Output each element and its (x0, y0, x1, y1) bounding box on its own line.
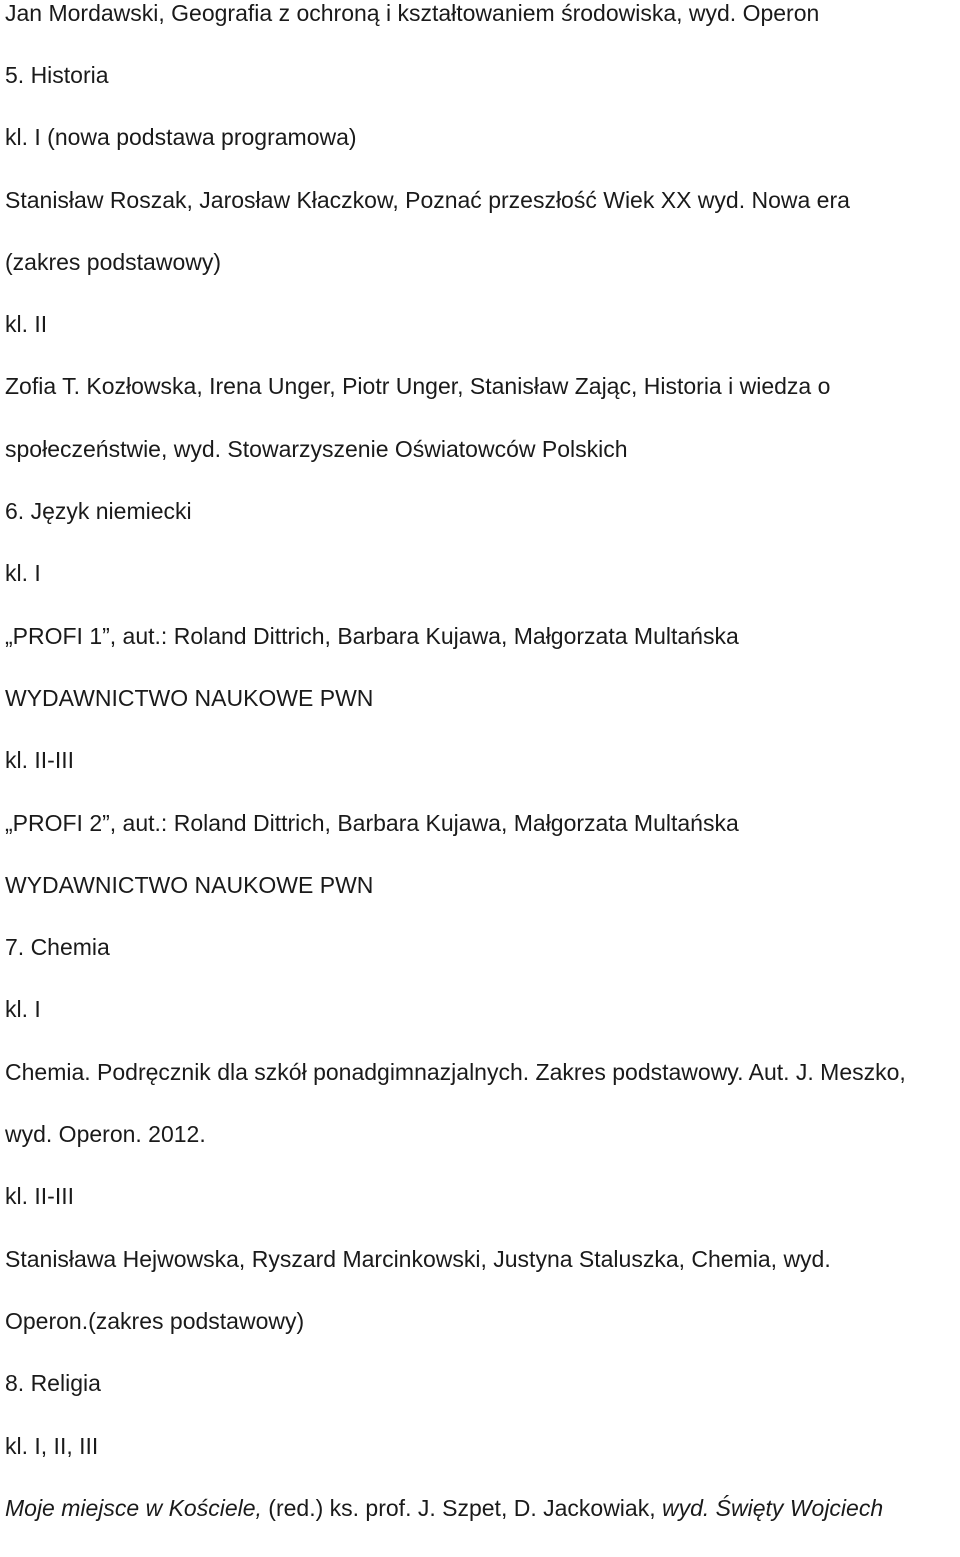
text-line: Zofia T. Kozłowska, Irena Unger, Piotr Unger, Stanisław Zając, Historia i wiedza o (5, 373, 831, 400)
book-editors: (red.) ks. prof. J. Szpet, D. Jackowiak, (261, 1494, 656, 1521)
text-line: WYDAWNICTWO NAUKOWE PWN (5, 871, 374, 898)
class-label: kl. I, II, III (5, 1432, 99, 1459)
class-label: kl. II (5, 311, 48, 338)
text-line: WYDAWNICTWO NAUKOWE PWN (5, 684, 374, 711)
text-line: Chemia. Podręcznik dla szkół ponadgimnazjalnych. Zakres podstawowy. Aut. J. Meszko, (5, 1058, 906, 1085)
document-body (5, 0, 960, 1557)
publisher-label: wyd. (655, 1494, 710, 1521)
text-line-religia-book (5, 1495, 960, 1557)
class-label: kl. I (5, 560, 41, 587)
section-heading-historia: 5. Historia (5, 62, 109, 88)
publisher-name: Święty Wojciech (709, 1494, 884, 1521)
section-heading-religia: 8. Religia (5, 1370, 101, 1397)
text-line: Operon.(zakres podstawowy) (5, 1307, 305, 1334)
section-heading-chemia: 7. Chemia (5, 934, 110, 961)
class-label: kl. I (5, 996, 41, 1023)
book-title: Moje miejsce w Kościele, (5, 1494, 262, 1521)
text-line: (zakres podstawowy) (5, 248, 222, 275)
section-heading-jezyk-niemiecki: 6. Język niemiecki (5, 498, 192, 525)
text-line: społeczeństwie, wyd. Stowarzyszenie Oświatowców Polskich (5, 435, 628, 462)
text-line: „PROFI 2”, aut.: Roland Dittrich, Barbara Kujawa, Małgorzata Multańska (5, 809, 739, 836)
class-label: kl. I (nowa podstawa programowa) (5, 124, 357, 151)
text-line-1: Jan Mordawski, Geografia z ochroną i kształtowaniem środowiska, wyd. Operon (5, 0, 820, 26)
text-line: Stanisław Roszak, Jarosław Kłaczkow, Poznać przeszłość Wiek XX wyd. Nowa era (5, 186, 850, 213)
class-label: kl. II-III (5, 1183, 74, 1210)
text-line: Stanisława Hejwowska, Ryszard Marcinkowski, Justyna Staluszka, Chemia, wyd. (5, 1245, 831, 1272)
class-label: kl. II-III (5, 747, 74, 774)
text-line: „PROFI 1”, aut.: Roland Dittrich, Barbara Kujawa, Małgorzata Multańska (5, 622, 739, 649)
text-line: wyd. Operon. 2012. (5, 1121, 206, 1148)
